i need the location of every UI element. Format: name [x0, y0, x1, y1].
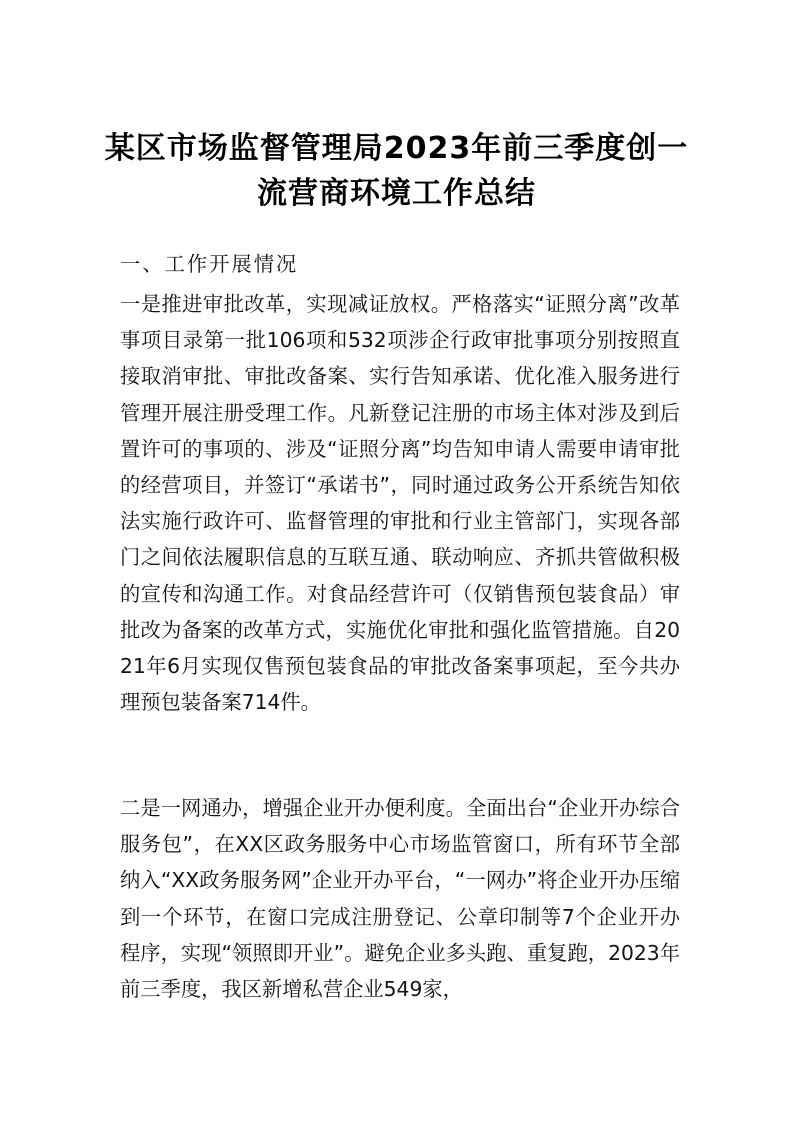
document-title-line-2: 流营商环境工作总结: [257, 176, 536, 211]
paragraph-2: 二是一网通办，增强企业开办便利度。全面出台“企业开办综合服务包”，在XX区政务服务中心市场监管窗口，所有环节全部纳入“XX政务服务网”企业开办平台，“一网办”将企业开办压缩到一个环节，在窗口完成注册登记、公章印制等7个企业开办程序，实现“领照即开业”。避免企业多头跑、重复跑，2023年前三季度，我区新增私营企业549家，: [120, 796, 680, 1002]
document-title-line-1: 某区市场监督管理局2023年前三季度创一: [104, 131, 689, 166]
paragraph-1: 一是推进审批改革，实现减证放权。严格落实“证照分离”改革事项目录第一批106项和532项涉企行政审批事项分别按照直接取消审批、审批改备案、实行告知承诺、优化准入服务进行管理开展注册受理工作。凡新登记注册的市场主体对涉及到后置许可的事项的、涉及“证照分离”均告知申请人需要申请审批的经营项目，并签订“承诺书”，同时通过政务公开系统告知依法实施行政许可、监督管理的审批和行业主管部门，实现各部门之间依法履职信息的互联互通、联动响应、齐抓共管做积极的宣传和沟通工作。对食品经营许可（仅销售预包装食品）审批改为备案的改革方式，实施优化审批和强化监管措施。自2021年6月实现仅售预包装食品的审批改备案事项起，至今共办理预包装备案714件。: [120, 292, 680, 715]
section-heading: 一、工作开展情况: [120, 252, 299, 276]
